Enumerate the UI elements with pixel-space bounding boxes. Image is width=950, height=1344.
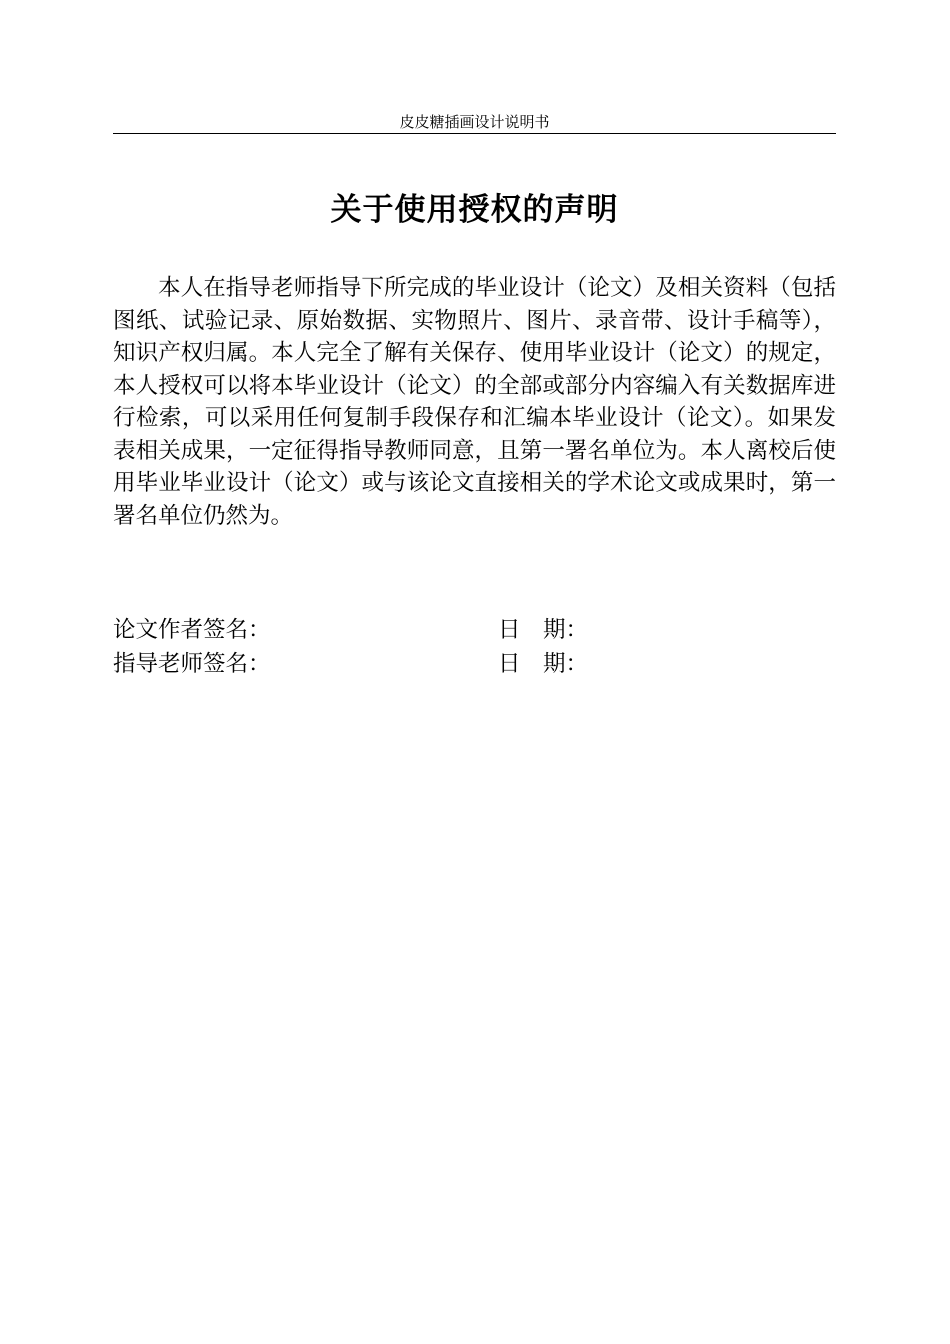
author-signature-label: 论文作者签名：	[113, 617, 271, 643]
advisor-signature-row	[113, 648, 836, 680]
advisor-signature-label: 指导老师签名：	[113, 651, 271, 677]
declaration-paragraph: 本人在指导老师指导下所完成的毕业设计（论文）及相关资料（包括图纸、试验记录、原始数据、实物照片、图片、录音带、设计手稿等），知识产权归属。本人完全了解有关保存、使用毕业设计（论文）的规定，本人授权可以将本毕业设计（论文）的全部或部分内容编入有关数据库进行检索，可以采用任何复制手段保存和汇编本毕业设计（论文）。如果发表相关成果，一定征得指导教师同意，且第一署名单位为。本人离校后使用毕业毕业设计（论文）或与该论文直接相关的学术论文或成果时，第一署名单位仍然为。	[113, 275, 836, 529]
author-date-label: 日 期：	[498, 617, 589, 643]
running-header: 皮皮糖插画设计说明书	[399, 113, 550, 131]
author-signature-row	[113, 614, 836, 646]
header-divider	[113, 133, 836, 134]
advisor-date-label: 日 期：	[498, 651, 589, 677]
page-title: 关于使用授权的声明	[330, 192, 619, 228]
